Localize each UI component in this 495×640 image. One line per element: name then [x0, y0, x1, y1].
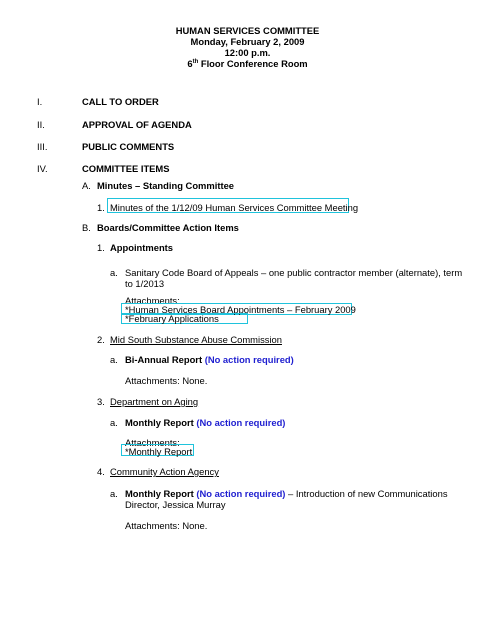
meeting-time: 12:00 p.m.	[224, 47, 271, 58]
att-monthly-report-link[interactable]: *Monthly Report	[125, 446, 193, 457]
floor-room: Floor Conference Room	[198, 58, 308, 69]
caa-a-line1	[125, 488, 448, 499]
aging-attachments-label: Attachments:	[125, 437, 180, 448]
subsection-a-title: Minutes – Standing Committee	[97, 180, 234, 191]
appointments-number: 1.	[97, 242, 105, 253]
section-3-title: PUBLIC COMMENTS	[82, 141, 175, 152]
subsection-b-title: Boards/Committee Action Items	[97, 222, 239, 233]
att-board-appointments-link[interactable]: *Human Services Board Appointments – February 2009	[125, 304, 356, 315]
appointments-a-line1: Sanitary Code Board of Appeals – one public contractor member (alternate), term	[125, 267, 463, 278]
midsouth-a-line	[125, 354, 294, 365]
midsouth-a-note: (No action required)	[204, 354, 294, 365]
midsouth-title: Mid South Substance Abuse Commission	[110, 334, 282, 345]
meeting-location	[0, 58, 495, 69]
caa-number: 4.	[97, 466, 105, 477]
appointments-a-label: a.	[110, 267, 118, 278]
section-3-number: III.	[37, 141, 48, 152]
appointments-title: Appointments	[110, 242, 174, 253]
committee-title: HUMAN SERVICES COMMITTEE	[175, 25, 320, 36]
floor-suffix: th	[192, 58, 199, 65]
att-february-applications-link[interactable]: *February Applications	[125, 313, 219, 324]
aging-a-note: (No action required)	[196, 417, 286, 428]
floor-number: 6	[187, 58, 193, 69]
subsection-a-label: A.	[82, 180, 91, 191]
caa-a-note: (No action required)	[196, 488, 286, 499]
aging-a-line	[125, 417, 285, 428]
caa-attachments: Attachments: None.	[125, 520, 208, 531]
section-4-number: IV.	[37, 163, 48, 174]
caa-a-label: a.	[110, 488, 118, 499]
minutes-item-number: 1.	[97, 202, 105, 213]
midsouth-number: 2.	[97, 334, 105, 345]
subsection-b-label: B.	[82, 222, 91, 233]
midsouth-a-title: Bi-Annual Report	[125, 354, 203, 365]
midsouth-attachments: Attachments: None.	[125, 375, 208, 386]
aging-title: Department on Aging	[110, 396, 199, 407]
section-4-title: COMMITTEE ITEMS	[82, 163, 170, 174]
section-2-title: APPROVAL OF AGENDA	[82, 119, 192, 130]
section-1-title: CALL TO ORDER	[82, 96, 159, 107]
caa-a-rest: – Introduction of new Communications	[288, 488, 448, 499]
minutes-link[interactable]: Minutes of the 1/12/09 Human Services Committee Meeting	[110, 202, 359, 213]
appointments-attachments-label: Attachments:	[125, 295, 180, 306]
meeting-date: Monday, February 2, 2009	[190, 36, 305, 47]
caa-a-line2: Director, Jessica Murray	[125, 499, 226, 510]
section-2-number: II.	[37, 119, 45, 130]
appointments-a-line2: to 1/2013	[125, 278, 165, 289]
aging-a-label: a.	[110, 417, 118, 428]
caa-title: Community Action Agency	[110, 466, 219, 477]
section-1-number: I.	[37, 96, 43, 107]
midsouth-a-label: a.	[110, 354, 118, 365]
aging-a-title: Monthly Report	[125, 417, 194, 428]
aging-number: 3.	[97, 396, 105, 407]
caa-a-title: Monthly Report	[125, 488, 194, 499]
